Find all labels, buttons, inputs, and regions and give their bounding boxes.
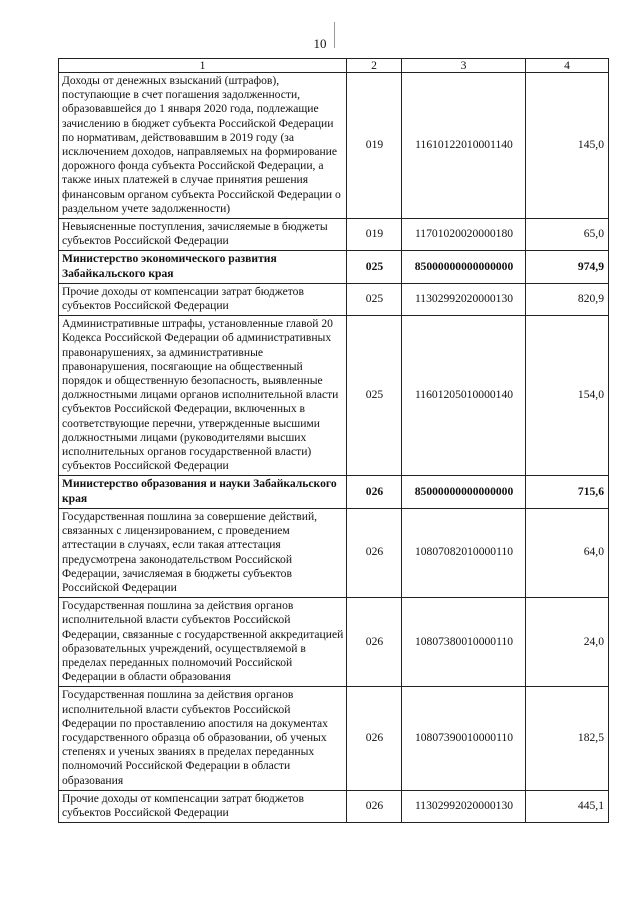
row-name-cell: Государственная пошлина за действия органов исполнительной власти субъектов Российской Федерации, связанные с государственной аккредитацией образовательных учреждений, осуществляемой в пределах переданных полномочий Российской Федерации в области образования: [59, 598, 347, 687]
table-row: [59, 316, 609, 476]
row-sum-cell: 65,0: [526, 219, 609, 251]
row-code-cell: 026: [347, 790, 402, 822]
row-sum-cell: 24,0: [526, 598, 609, 687]
row-code-cell: 025: [347, 316, 402, 476]
row-name-cell: Доходы от денежных взысканий (штрафов), поступающие в счет погашения задолженности, образовавшейся до 1 января 2020 года, подлежащие зачислению в бюджет субъекта Российской Федерации по нормативам, действовавшим в 2019 году (за исключением доходов, направляемых на формирование дорожного фонда субъекта Российской Федерации, а также иных платежей в случае принятия решения финансовым органом субъекта Российской Федерации о раздельном учете задолженности): [59, 73, 347, 219]
row-sum-cell: 145,0: [526, 73, 609, 219]
table-row: [59, 687, 609, 790]
row-name-cell: Министерство образования и науки Забайкальского края: [59, 476, 347, 508]
table-row: [59, 251, 609, 283]
row-sum-cell: 445,1: [526, 790, 609, 822]
row-name-cell: Прочие доходы от компенсации затрат бюджетов субъектов Российской Федерации: [59, 283, 347, 315]
table-row: [59, 219, 609, 251]
row-name-cell: Государственная пошлина за действия органов исполнительной власти субъектов Российской Федерации по проставлению апостиля на документах государственного образца об образовании, об ученых степенях и ученых званиях в пределах переданных полномочий Российской Федерации в области образования: [59, 687, 347, 790]
row-kbk-cell: 85000000000000000: [402, 476, 526, 508]
page-number: 10: [313, 36, 327, 51]
row-sum-cell: 182,5: [526, 687, 609, 790]
row-kbk-cell: 10807380010000110: [402, 598, 526, 687]
row-code-cell: 026: [347, 476, 402, 508]
row-kbk-cell: 10807390010000110: [402, 687, 526, 790]
table-header-row: [59, 59, 609, 73]
row-kbk-cell: 11302992020000130: [402, 283, 526, 315]
row-code-cell: 019: [347, 219, 402, 251]
row-sum-cell: 154,0: [526, 316, 609, 476]
row-kbk-cell: 85000000000000000: [402, 251, 526, 283]
row-code-cell: 025: [347, 283, 402, 315]
row-sum-cell: 715,6: [526, 476, 609, 508]
table-row: [59, 73, 609, 219]
table-row: [59, 598, 609, 687]
row-sum-cell: 820,9: [526, 283, 609, 315]
row-kbk-cell: 11701020020000180: [402, 219, 526, 251]
row-name-cell: Министерство экономического развития Забайкальского края: [59, 251, 347, 283]
row-kbk-cell: 10807082010000110: [402, 508, 526, 597]
row-kbk-cell: 11302992020000130: [402, 790, 526, 822]
row-sum-cell: 64,0: [526, 508, 609, 597]
row-code-cell: 026: [347, 508, 402, 597]
table-row: [59, 476, 609, 508]
table-row: [59, 508, 609, 597]
row-code-cell: 026: [347, 687, 402, 790]
row-kbk-cell: 11610122010001140: [402, 73, 526, 219]
header-col-3: 3: [402, 59, 526, 73]
row-code-cell: 026: [347, 598, 402, 687]
header-col-4: 4: [526, 59, 609, 73]
row-code-cell: 025: [347, 251, 402, 283]
header-col-2: 2: [347, 59, 402, 73]
row-sum-cell: 974,9: [526, 251, 609, 283]
row-code-cell: 019: [347, 73, 402, 219]
table-row: [59, 790, 609, 822]
row-name-cell: Прочие доходы от компенсации затрат бюджетов субъектов Российской Федерации: [59, 790, 347, 822]
row-name-cell: Административные штрафы, установленные главой 20 Кодекса Российской Федерации об административных правонарушениях, за административные правонарушения, посягающие на общественный порядок и общественную безопасность, выявленные должностными лицами органов исполнительной власти субъектов Российской Федерации, включенных в соответствующие перечни, утвержденные высшими должностными лицами (руководителями высших исполнительных органов государственной власти) субъектов Российской Федерации: [59, 316, 347, 476]
revenue-table-body: [59, 59, 609, 823]
row-name-cell: Невыясненные поступления, зачисляемые в бюджеты субъектов Российской Федерации: [59, 219, 347, 251]
row-kbk-cell: 11601205010000140: [402, 316, 526, 476]
revenue-table: [58, 58, 609, 823]
table-row: [59, 283, 609, 315]
row-name-cell: Государственная пошлина за совершение действий, связанных с лицензированием, с проведением аттестации в случаях, если такая аттестация предусмотрена законодательством Российской Федерации, зачисляемая в бюджеты субъектов Российской Федерации: [59, 508, 347, 597]
header-col-1: 1: [59, 59, 347, 73]
